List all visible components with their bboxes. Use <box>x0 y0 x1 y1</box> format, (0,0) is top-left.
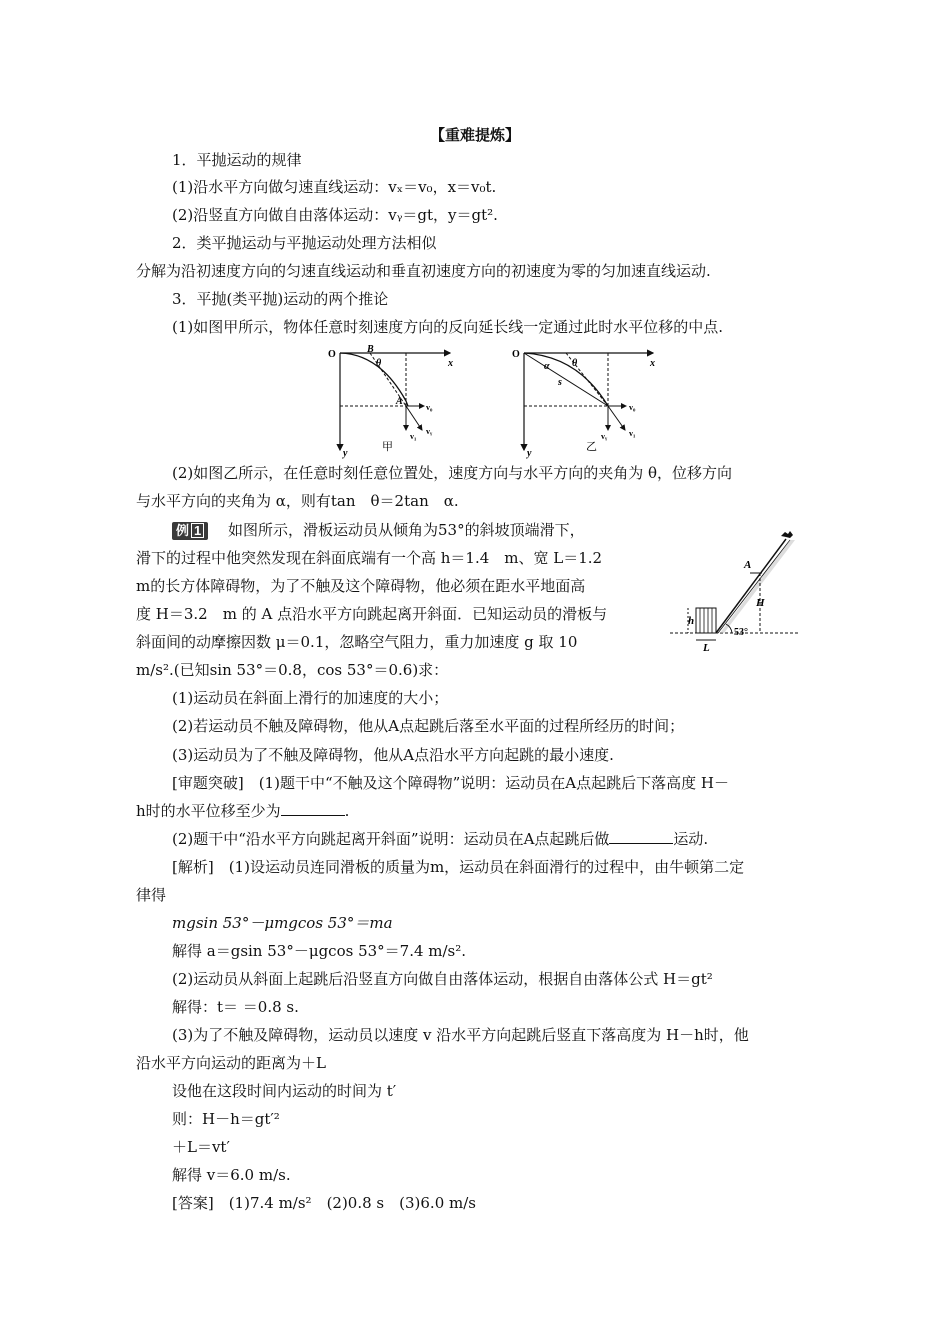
fig-jia-origin-label: O <box>328 349 336 360</box>
distance-equation: ＋L＝vt′ <box>172 1138 230 1156</box>
solution-3: (3)为了不触及障碍物，运动员以速度 v 沿水平方向起跳后竖直下落高度为 H－h时，他 <box>172 1026 749 1044</box>
newton-equation: mgsin 53°－μmgcos 53°＝ma <box>172 914 393 932</box>
acceleration-result: 解得 a＝gsin 53°－μgcos 53°＝7.4 m/s². <box>172 942 467 960</box>
fig-yi-theta-label: θ <box>572 358 578 369</box>
fig-jia-b-label: B <box>367 344 374 355</box>
question-2: (2)若运动员不触及障碍物，他从A点起跳后落至水平面的过程所经历的时间； <box>172 717 685 735</box>
fig-jia-v1-label: v₁ <box>410 432 417 441</box>
answer-blank-1[interactable] <box>281 801 345 816</box>
example-badge: 例 1 <box>172 520 208 540</box>
example-text-1: 如图所示，滑板运动员从倾角为53°的斜坡顶端滑下， <box>228 521 585 539</box>
solution-2: (2)运动员从斜面上起跳后沿竖直方向做自由落体运动，根据自由落体公式 H＝gt² <box>172 970 713 988</box>
fig-jia-caption: 甲 <box>382 441 393 453</box>
answer-blank-2[interactable] <box>609 829 673 844</box>
example-text-4: 度 H＝3.2 m 的 A 点沿水平方向跳起离开斜面．已知运动员的滑板与 <box>136 605 608 623</box>
fig-yi-s-label: s <box>558 377 562 388</box>
fig-yi-x-label: x <box>650 358 655 369</box>
corollary-2: (2)如图乙所示，在任意时刻任意位置处，速度方向与水平方向的夹角为 θ，位移方向 <box>172 464 733 482</box>
example-text-2: 滑下的过程中他突然发现在斜面底端有一个高 h＝1.4 m、宽 L＝1.2 <box>136 549 603 567</box>
example-text-5: 斜面间的动摩擦因数 μ＝0.1，忽略空气阻力，重力加速度 g 取 10 <box>136 633 578 651</box>
vertical-motion-rule: (2)沿竖直方向做自由落体运动：vᵧ＝gt，y＝gt². <box>172 206 498 224</box>
figure-slope <box>660 526 810 656</box>
slope-fig-a-label: A <box>744 559 752 571</box>
slope-fig-angle-label: 53° <box>734 627 748 638</box>
question-3: (3)运动员为了不触及障碍物，他从A点沿水平方向起跳的最小速度. <box>172 746 614 764</box>
fig-jia-x-label: x <box>448 358 453 369</box>
velocity-result: 解得 v＝6.0 m/s. <box>172 1166 291 1184</box>
hint-1-cont: h时的水平位移至少为 . <box>136 802 350 820</box>
solution-1-cont: 律得 <box>136 886 167 904</box>
decomposition-text: 分解为沿初速度方向的匀速直线运动和垂直初速度方向的初速度为零的匀加速直线运动. <box>136 262 711 280</box>
fig-jia-theta-label: θ <box>376 358 382 369</box>
section-title: 【重难提炼】 <box>429 126 520 144</box>
fig-yi-alpha-label: α <box>544 361 550 372</box>
corollary-1: (1)如图甲所示，物体任意时刻速度方向的反向延长线一定通过此时水平位移的中点. <box>172 318 724 336</box>
fig-yi-origin-label: O <box>512 349 520 360</box>
solution-3-time: 设他在这段时间内运动的时间为 t′ <box>172 1082 397 1100</box>
solution-1: [解析] (1)设运动员连同滑板的质量为m，运动员在斜面滑行的过程中，由牛顿第二定 <box>172 858 745 876</box>
fig-yi-v1-label: v₁ <box>629 429 636 438</box>
horizontal-motion-rule: (1)沿水平方向做匀速直线运动：vₓ＝v₀，x＝v₀t. <box>172 178 497 196</box>
rule-heading-3: 3．平抛(类平抛)运动的两个推论 <box>172 290 389 308</box>
hint-2: (2)题干中“沿水平方向跳起离开斜面”说明：运动员在A点起跳后做 运动. <box>172 830 709 848</box>
fig-yi-y-label: y <box>527 448 532 459</box>
solution-3-cont: 沿水平方向运动的距离为＋L <box>136 1054 326 1072</box>
fig-jia-y-label: y <box>343 448 348 459</box>
corollary-2-cont: 与水平方向的夹角为 α，则有tan θ＝2tan α. <box>136 492 459 510</box>
answer-line: [答案] (1)7.4 m/s² (2)0.8 s (3)6.0 m/s <box>172 1194 476 1212</box>
fig-yi-caption: 乙 <box>586 441 597 453</box>
fig-jia-vy-label: vᵧ <box>426 427 433 436</box>
slope-fig-l-label: L <box>703 642 710 654</box>
slope-fig-h-lower-label: h <box>688 615 695 627</box>
figure-jia <box>320 344 485 460</box>
rule-heading-2: 2．类平抛运动与平抛运动处理方法相似 <box>172 234 437 252</box>
fig-jia-a-label: A <box>396 396 403 407</box>
fig-yi-vy-label: vᵧ <box>601 432 608 441</box>
fig-jia-v0-label: v₀ <box>426 403 433 412</box>
rule-heading-1: 1．平抛运动的规律 <box>172 151 302 169</box>
figure-yi <box>508 344 673 460</box>
time-result: 解得：t＝ ＝0.8 s. <box>172 998 299 1016</box>
fall-equation: 则：H－h＝gt′² <box>172 1110 280 1128</box>
fig-yi-v0-label: v₀ <box>629 403 636 412</box>
example-text-3: m的长方体障碍物，为了不触及这个障碍物，他必须在距水平地面高 <box>136 577 586 595</box>
slope-fig-h-upper-label: H <box>756 597 765 609</box>
example-text-6: m/s².(已知sin 53°＝0.8，cos 53°＝0.6)求： <box>136 661 449 679</box>
hint-1: [审题突破] (1)题干中“不触及这个障碍物”说明：运动员在A点起跳后下落高度 H－ <box>172 774 729 792</box>
question-1: (1)运动员在斜面上滑行的加速度的大小； <box>172 689 449 707</box>
